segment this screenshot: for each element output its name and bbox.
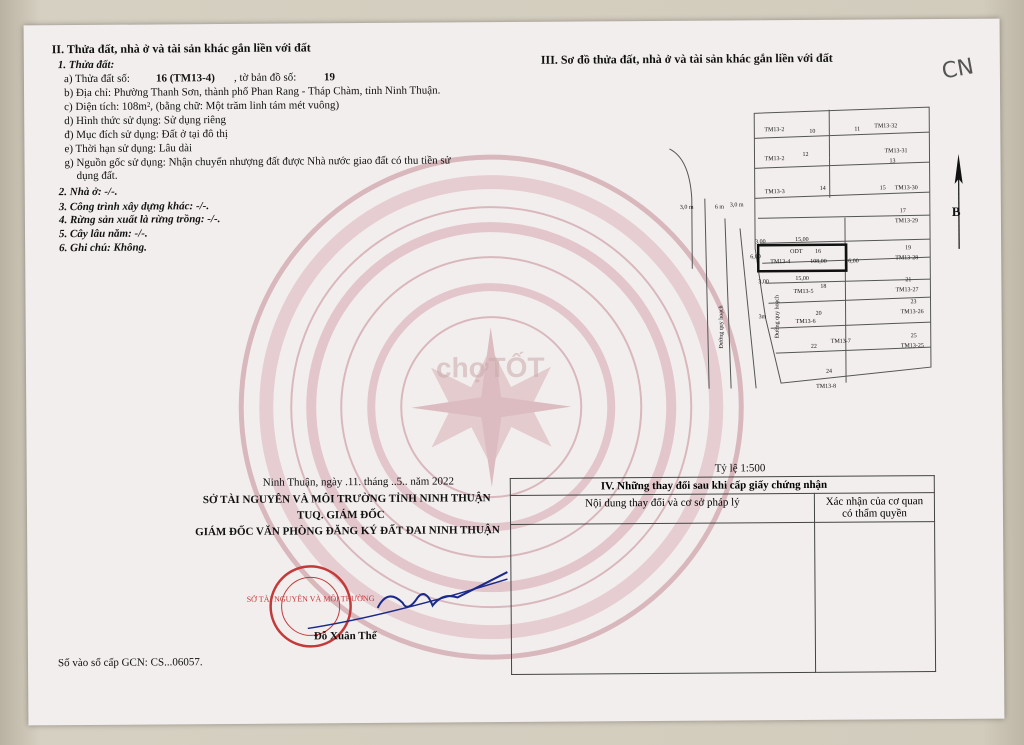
- parcel-label: 108,00: [810, 258, 827, 265]
- section-3-title: III. Sơ đồ thửa đất, nhà ở và tài sản khác gắn liền với đất: [540, 50, 833, 67]
- parcel-label: TM13-4: [770, 259, 791, 266]
- changes-content-cell: [511, 522, 816, 674]
- notes-item: 6. Ghi chú: Không.: [59, 241, 147, 255]
- parcel-label: 23: [910, 299, 917, 306]
- road-label: Đường quy hoạch: [774, 295, 781, 339]
- signatory-name: Đỗ Xuân Thể: [313, 629, 377, 643]
- parcel-label: 16: [815, 248, 822, 255]
- dimension-label: 15,00: [795, 236, 809, 244]
- section-2-title: II. Thửa đất, nhà ở và tài sản khác gắn liền với đất: [51, 40, 311, 57]
- address: b) Địa chỉ: Phường Thanh Sơn, thành phố Phan Rang - Tháp Chàm, tỉnh Ninh Thuận.: [64, 84, 441, 100]
- changes-table: [510, 475, 936, 675]
- signatory-role: TUQ. GIÁM ĐỐC: [296, 508, 385, 522]
- parcel-label: 14: [819, 185, 826, 192]
- parcel-label: 12: [802, 151, 809, 158]
- parcel-label: 22: [810, 343, 817, 350]
- dimension-label: 6 m: [714, 204, 725, 211]
- land-parcel-heading: 1. Thửa đất:: [57, 58, 115, 72]
- parcel-label: TM13-32: [874, 123, 898, 130]
- parcel-label: 25: [910, 333, 917, 340]
- seal-text: SỞ TÀI NGUYÊN VÀ MÔI TRƯỜNG: [246, 593, 375, 604]
- map-sheet-label: , tờ bản đồ số:: [233, 71, 297, 84]
- usage-origin: g) Nguồn gốc sử dụng: Nhận chuyển nhượng đất được Nhà nước giao đất có thu tiền sử: [64, 154, 451, 170]
- parcel-label: TM13-5: [793, 288, 814, 296]
- perennial-item: 5. Cây lâu năm: -/-.: [58, 227, 148, 241]
- usage-origin-cont: dụng đất.: [76, 169, 118, 183]
- parcel-label: ODT: [790, 248, 803, 256]
- parcel-label: TM13-29: [894, 218, 918, 225]
- dimension-label: 15,00: [795, 275, 809, 283]
- construction-item: 3. Công trình xây dựng khác: -/-.: [58, 200, 210, 214]
- parcel-label: TM13-3: [764, 189, 785, 196]
- dimension-label: 3,0 m: [679, 204, 694, 211]
- parcel-number-value: 16 (TM13-4): [155, 72, 215, 85]
- map-scale: Tỷ lệ 1:500: [714, 462, 766, 475]
- parcel-label: 24: [825, 368, 833, 375]
- parcel-number-label: a) Thửa đất số:: [63, 72, 130, 86]
- parcel-label: TM13-26: [900, 309, 924, 316]
- parcel-label: TM13-27: [895, 287, 919, 294]
- parcel-label: TM13-8: [816, 383, 837, 390]
- confirm-line1: Xác nhận của cơ quan: [825, 495, 924, 508]
- road-label: Đường quy hoạch: [718, 305, 725, 349]
- north-arrow-icon: [948, 154, 969, 254]
- confirm-line2: có thẩm quyền: [842, 507, 907, 520]
- changes-col-content: Nội dung thay đổi và cơ sở pháp lý: [510, 493, 814, 524]
- dimension-label: 3,00: [758, 279, 769, 286]
- forest-item: 4. Rừng sản xuất là rừng trồng: -/-.: [58, 213, 221, 227]
- usage-form: d) Hình thức sử dụng: Sử dụng riêng: [64, 114, 227, 128]
- usage-term: e) Thời hạn sử dụng: Lâu dài: [64, 142, 193, 156]
- dimension-label: 3,0 m: [729, 202, 744, 209]
- parcel-label: 15: [879, 185, 886, 192]
- handwritten-note: CN: [939, 54, 976, 85]
- parcel-label: 10: [809, 128, 816, 135]
- parcel-label: TM13-31: [884, 148, 908, 155]
- map-sheet-value: 19: [323, 71, 335, 84]
- parcel-label: TM13-28: [895, 255, 919, 262]
- parcel-label: TM13-7: [830, 338, 851, 345]
- area: c) Diện tích: 108m², (bằng chữ: Một trăm linh tám mét vuông): [64, 99, 340, 114]
- dimension-label: 3m: [758, 314, 767, 321]
- parcel-label: 19: [905, 245, 912, 252]
- parcel-label: 17: [899, 208, 906, 215]
- signatory-office: GIÁM ĐỐC VĂN PHÒNG ĐĂNG KÝ ĐẤT ĐAI NINH THUẬN: [195, 524, 500, 539]
- section-4-title: IV. Những thay đổi sau khi cấp giấy chứng nhận: [510, 476, 934, 496]
- changes-confirm-cell: [815, 522, 936, 673]
- parcel-label: TM13-2: [764, 127, 785, 134]
- changes-col-confirm: [814, 493, 934, 523]
- parcel-label: 20: [815, 310, 822, 317]
- dimension-label: 6,00: [848, 258, 859, 265]
- watermark: chợTỐT: [435, 351, 545, 384]
- dimension-label: 3,00: [755, 239, 766, 246]
- parcel-label: TM13-30: [894, 185, 918, 192]
- parcel-map: [629, 97, 931, 399]
- register-number: Số vào sổ cấp GCN: CS...06057.: [57, 656, 203, 670]
- parcel-label: TM13-6: [795, 318, 816, 326]
- parcel-label: 21: [905, 277, 912, 284]
- parcel-label: 18: [820, 283, 827, 290]
- issuing-authority: SỞ TÀI NGUYÊN VÀ MÔI TRƯỜNG TỈNH NINH THUẬN: [202, 492, 491, 507]
- land-certificate-page: [24, 19, 1005, 726]
- dimension-label: 6,00: [750, 254, 761, 261]
- usage-purpose: đ) Mục đích sử dụng: Đất ở tại đô thị: [64, 127, 228, 142]
- parcel-label: TM13-25: [900, 343, 924, 350]
- parcel-label: 11: [854, 126, 861, 133]
- issue-date: Ninh Thuận, ngày .11. tháng ..5.. năm 2022: [262, 475, 455, 489]
- parcel-label: TM13-2: [764, 156, 785, 163]
- house-item: 2. Nhà ở: -/-.: [58, 185, 118, 199]
- parcel-label: 13: [889, 158, 896, 165]
- north-label: B: [951, 203, 961, 219]
